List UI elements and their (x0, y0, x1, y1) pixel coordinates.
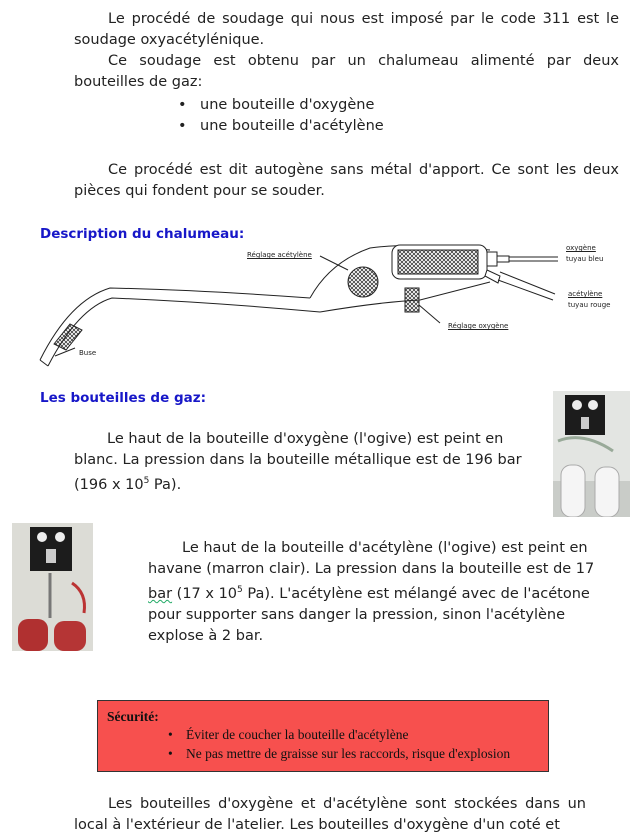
security-title: Sécurité: (107, 709, 159, 724)
acetylene-exponent: 5 (237, 585, 243, 595)
acetylene-paragraph (148, 538, 608, 647)
label-reglage-acetylene: Réglage acétylène (247, 251, 312, 259)
acetylene-text: Le haut de la bouteille d'acétylène (l'ogive) est peint en havane (marron clair). La pression dans la bouteille est de 17 (148, 540, 595, 577)
oxygen-bottle-photo (553, 391, 630, 517)
label-acetylene: acétylène (568, 290, 603, 298)
bottles-heading: Les bouteilles de gaz: (40, 390, 206, 406)
oxygen-text-end: Pa). (149, 476, 182, 493)
label-tuyau-rouge: tuyau rouge (568, 301, 611, 309)
intro-paragraph-1: Le procédé de soudage qui nous est imposé par le code 311 est le soudage oxyacétylénique. (74, 11, 619, 48)
torch-heading: Description du chalumeau: (40, 226, 245, 242)
torch-drawing (40, 245, 558, 366)
label-oxygene: oxygène (566, 244, 596, 252)
storage-paragraph: Les bouteilles d'oxygène et d'acétylène sont stockées dans un local à l'extérieur de l'atelier. Les bouteilles d'oxygène d'un coté et (74, 796, 586, 833)
security-list (168, 725, 510, 763)
security-box (97, 700, 549, 772)
list-item: • une bouteille d'acétylène (178, 116, 384, 137)
label-reglage-oxygene: Réglage oxygène (448, 322, 509, 330)
intro-paragraph-3: Ce procédé est dit autogène sans métal d'apport. Ce sont les deux pièces qui fondent pour se souder. (74, 162, 619, 199)
bottle-illustration (12, 523, 93, 651)
intro-paragraph-2: Ce soudage est obtenu par un chalumeau alimenté par deux bouteilles de gaz: (74, 53, 619, 90)
list-item: • Éviter de coucher la bouteille d'acétylène (168, 725, 510, 744)
acetylene-text: (17 x 10 (172, 585, 238, 602)
torch-diagram (0, 0, 643, 380)
acetylene-text: Pa). L'acétylène est mélangé avec de l'acétone pour supporter sans danger la pression, sinon l'acétylène explose à 2 bar. (148, 585, 590, 644)
acetylene-bar-unit: bar (148, 585, 173, 602)
oxygen-text: Le haut de la bouteille d'oxygène (l'ogive) est peint en blanc. La pression dans la bouteille métallique est de 196 bar (196 x 10 (74, 431, 522, 493)
list-item: • une bouteille d'oxygène (178, 95, 384, 116)
acetylene-bottle-photo (12, 523, 93, 651)
oxygen-exponent: 5 (143, 476, 150, 486)
label-tuyau-bleu: tuyau bleu (566, 255, 604, 263)
oxygen-paragraph (74, 429, 524, 496)
label-buse: Buse (79, 349, 97, 357)
list-item: • Ne pas mettre de graisse sur les raccords, risque d'explosion (168, 744, 510, 763)
bottle-illustration (553, 391, 630, 517)
